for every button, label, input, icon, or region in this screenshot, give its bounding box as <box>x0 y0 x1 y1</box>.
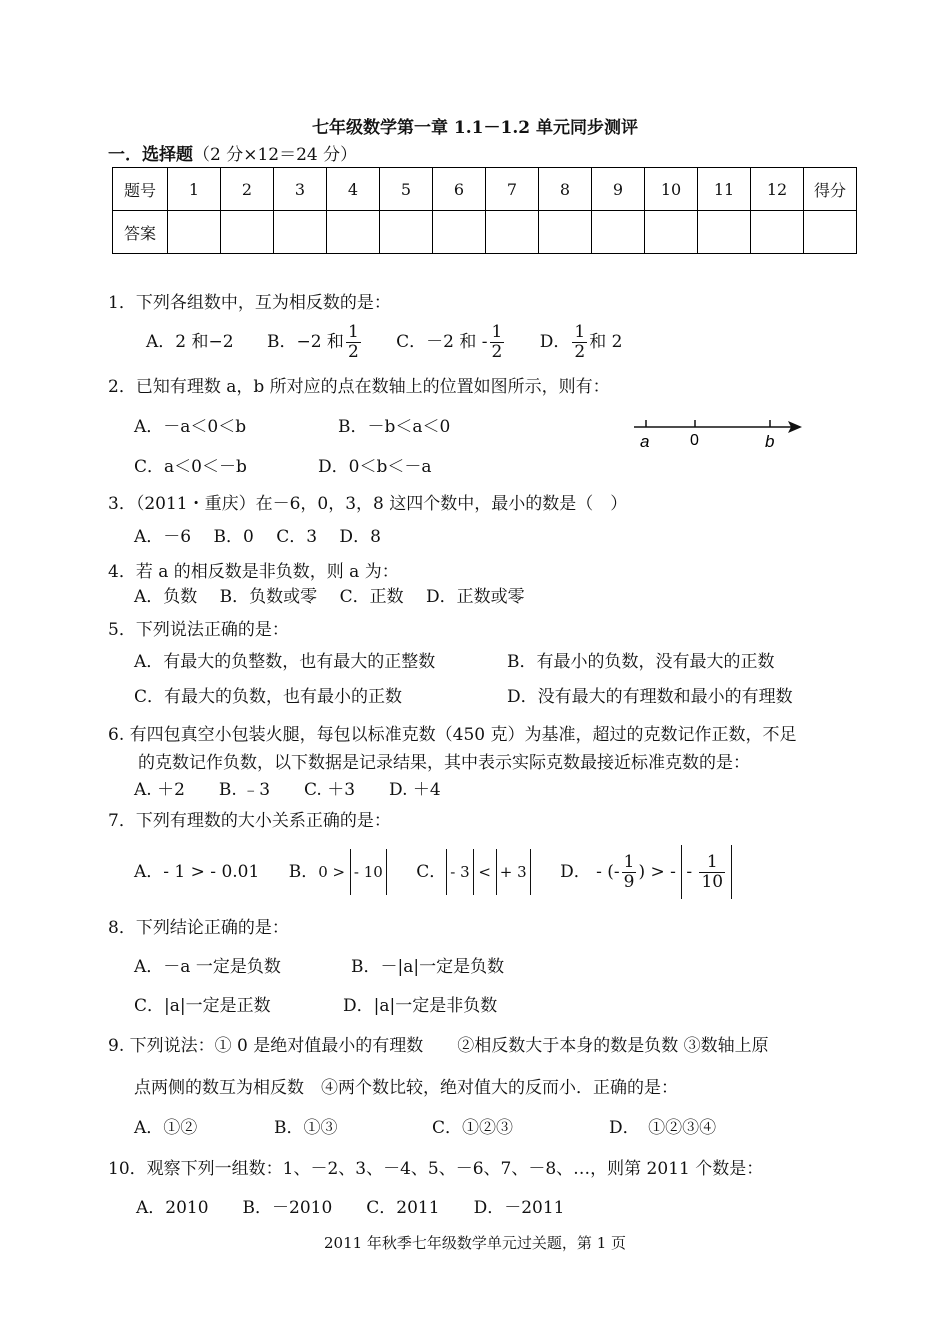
question-9-line-1: 9. 下列说法：① 0 是绝对值最小的有理数 ②相反数大于本身的数是负数 ③数轴上原 <box>108 1036 769 1056</box>
answer-cell <box>751 211 804 254</box>
header-cell-score: 得分 <box>804 168 857 211</box>
q1-option-b: B．−2 和 $\frac{1}{2}$ <box>266 322 359 362</box>
page-title: 七年级数学第一章 1.1－1.2 单元同步测评 <box>312 118 638 138</box>
q9-option-a: A．①② <box>134 1118 198 1138</box>
question-1-stem: 1．下列各组数中，互为相反数的是： <box>108 293 391 313</box>
answer-cell <box>274 211 327 254</box>
question-6-options: A. ＋2 B. ﹣3 C. ＋3 D. ＋4 <box>134 780 441 800</box>
q9-option-c: C．①②③ <box>432 1118 514 1138</box>
q7-option-a: A．- 1 > - 0.01 <box>134 862 260 882</box>
fraction-one-ninth: $\frac{1}{9}$ <box>623 852 635 892</box>
q8-option-c: C．|a|一定是正数 <box>134 996 271 1016</box>
number-line <box>628 414 808 454</box>
question-9-line-2: 点两侧的数互为相反数 ④两个数比较，绝对值大的反而小．正确的是： <box>134 1078 678 1098</box>
question-8-stem: 8．下列结论正确的是： <box>108 918 289 938</box>
header-cell-number: 9 <box>592 168 645 211</box>
q1-option-c: C．－2 和 - $\frac{1}{2}$ <box>396 322 503 362</box>
q5-option-c: C．有最大的负数，也有最小的正数 <box>134 687 403 707</box>
question-6-line-1: 6. 有四包真空小包装火腿，每包以标准克数（450 克）为基准，超过的克数记作正数，不足 <box>108 725 797 745</box>
answer-cell <box>433 211 486 254</box>
answer-cell <box>221 211 274 254</box>
table-row-numbers <box>113 168 857 211</box>
axis-label-a: a <box>640 432 650 451</box>
answer-cell <box>592 211 645 254</box>
header-cell-number: 8 <box>539 168 592 211</box>
fraction-half: $\frac{1}{2}$ <box>347 322 359 362</box>
q7-option-b: B．0 > - 10 <box>289 862 387 882</box>
answer-table <box>112 167 857 254</box>
header-cell-number: 5 <box>380 168 433 211</box>
header-cell-number: 7 <box>486 168 539 211</box>
question-1-options <box>146 318 622 366</box>
q7-option-c: C． - 3 < + 3 <box>416 862 530 882</box>
question-4-options: A．负数 B．负数或零 C．正数 D．正数或零 <box>134 587 525 607</box>
answer-cell <box>168 211 221 254</box>
answer-cell <box>804 211 857 254</box>
q2-option-a: A．－a＜0＜b <box>134 417 247 437</box>
answer-cell <box>380 211 433 254</box>
q8-option-b: B．－|a|一定是负数 <box>351 957 505 977</box>
question-4-stem: 4．若 a 的相反数是非负数，则 a 为： <box>108 562 399 582</box>
q7-option-d: D． - (- $\frac{1}{9}$ ) > - - $\frac{1}{10}$ <box>560 862 732 882</box>
fraction-half: $\frac{1}{2}$ <box>491 322 503 362</box>
header-cell-number: 11 <box>698 168 751 211</box>
question-7-options <box>134 845 732 899</box>
q9-option-d: D． ①②③④ <box>609 1118 717 1138</box>
answer-cell <box>645 211 698 254</box>
header-cell-number: 3 <box>274 168 327 211</box>
section-heading <box>108 140 357 165</box>
question-3-stem: 3．（2011・重庆）在－6，0，3，8 这四个数中，最小的数是（ ） <box>108 494 628 514</box>
q1-option-d: D． $\frac{1}{2}$ 和 2 <box>539 322 623 362</box>
axis-label-zero: 0 <box>690 432 699 449</box>
question-2-stem: 2．已知有理数 a，b 所对应的点在数轴上的位置如图所示，则有： <box>108 377 610 397</box>
q8-option-a: A．－a 一定是负数 <box>134 957 281 977</box>
axis-label-b: b <box>765 432 775 451</box>
q5-option-d: D．没有最大的有理数和最小的有理数 <box>507 687 793 707</box>
fraction-half: $\frac{1}{2}$ <box>574 322 586 362</box>
page-footer: 2011 年秋季七年级数学单元过关题，第 1 页 <box>323 1234 627 1252</box>
question-5-stem: 5．下列说法正确的是： <box>108 620 289 640</box>
table-row-answers <box>113 211 857 254</box>
q1-option-a: A．2 和−2 <box>146 332 234 352</box>
question-10-stem: 10．观察下列一组数：1、－2、3、－4、5、－6、7、－8、…，则第 2011 个数是： <box>108 1159 764 1179</box>
section-label: 一．选择题 <box>108 145 193 165</box>
question-10-options: A．2010 B．－2010 C．2011 D．－2011 <box>136 1198 565 1218</box>
header-cell-number: 1 <box>168 168 221 211</box>
fraction-one-tenth: $\frac{1}{10}$ <box>701 852 724 892</box>
header-cell-label: 题号 <box>113 168 168 211</box>
answer-cell <box>327 211 380 254</box>
header-cell-number: 2 <box>221 168 274 211</box>
question-7-stem: 7．下列有理数的大小关系正确的是： <box>108 811 391 831</box>
answer-cell <box>539 211 592 254</box>
question-3-options: A．－6 B．0 C．3 D．8 <box>134 527 381 547</box>
header-cell-number: 12 <box>751 168 804 211</box>
header-cell-number: 6 <box>433 168 486 211</box>
q8-option-d: D．|a|一定是非负数 <box>343 996 498 1016</box>
question-6-line-2: 的克数记作负数，以下数据是记录结果，其中表示实际克数最接近标准克数的是： <box>138 753 750 773</box>
q9-option-b: B．①③ <box>274 1118 338 1138</box>
q2-option-c: C．a＜0＜－b <box>134 457 247 477</box>
q2-option-d: D．0＜b＜－a <box>318 457 432 477</box>
answer-cell <box>486 211 539 254</box>
header-cell-number: 10 <box>645 168 698 211</box>
q2-option-b: B．－b＜a＜0 <box>338 417 451 437</box>
answer-row-label: 答案 <box>113 211 168 254</box>
q5-option-b: B．有最小的负数，没有最大的正数 <box>507 652 775 672</box>
header-cell-number: 4 <box>327 168 380 211</box>
answer-cell <box>698 211 751 254</box>
q5-option-a: A．有最大的负整数，也有最大的正整数 <box>134 652 436 672</box>
section-points: （2 分×12＝24 分） <box>193 145 358 165</box>
